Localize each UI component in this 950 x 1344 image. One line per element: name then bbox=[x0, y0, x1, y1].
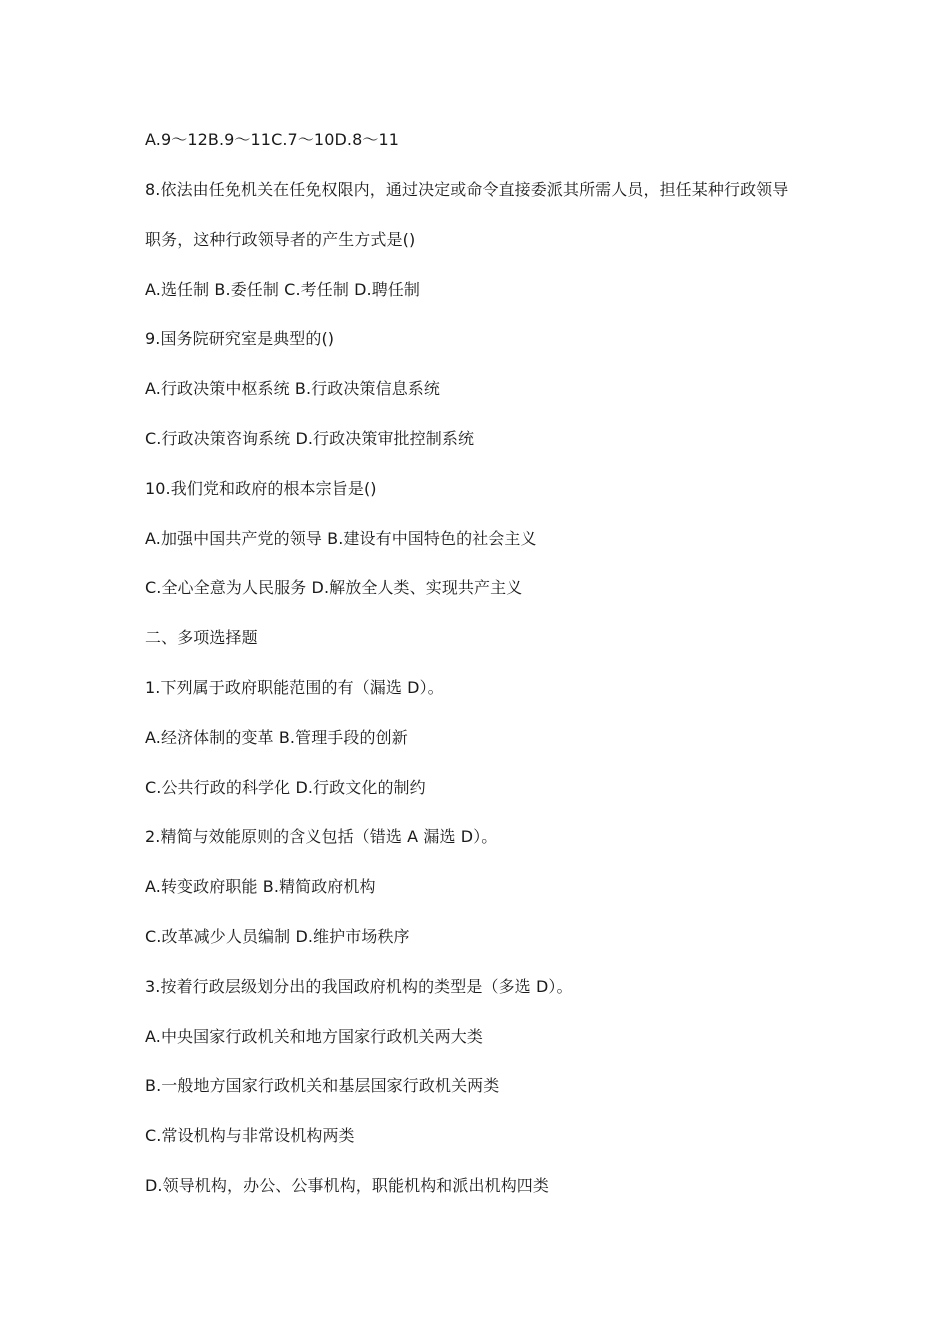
options-q10-ab: A.加强中国共产党的领导 B.建设有中国特色的社会主义 bbox=[145, 529, 537, 548]
section-heading-multiple-choice: 二、多项选择题 bbox=[145, 628, 258, 647]
option-m3-d: D.领导机构，办公、公事机构，职能机构和派出机构四类 bbox=[145, 1176, 550, 1195]
options-m1-cd: C.公共行政的科学化 D.行政文化的制约 bbox=[145, 778, 426, 797]
option-m3-a: A.中央国家行政机关和地方国家行政机关两大类 bbox=[145, 1027, 483, 1046]
options-q10-cd: C.全心全意为人民服务 D.解放全人类、实现共产主义 bbox=[145, 578, 523, 597]
multi-question-3: 3.按着行政层级划分出的我国政府机构的类型是（多选 D）。 bbox=[145, 977, 573, 996]
question-8-line-2: 职务，这种行政领导者的产生方式是() bbox=[145, 230, 416, 249]
question-9: 9.国务院研究室是典型的() bbox=[145, 329, 335, 348]
options-m1-ab: A.经济体制的变革 B.管理手段的创新 bbox=[145, 728, 408, 747]
question-8-line-1: 8.依法由任免机关在任免权限内，通过决定或命令直接委派其所需人员，担任某种行政领导 bbox=[145, 180, 789, 199]
question-10: 10.我们党和政府的根本宗旨是() bbox=[145, 479, 377, 498]
multi-question-2: 2.精简与效能原则的含义包括（错选 A 漏选 D）。 bbox=[145, 827, 498, 846]
option-m3-c: C.常设机构与非常设机构两类 bbox=[145, 1126, 355, 1145]
multi-question-1: 1.下列属于政府职能范围的有（漏选 D）。 bbox=[145, 678, 444, 697]
option-m3-b: B.一般地方国家行政机关和基层国家行政机关两类 bbox=[145, 1076, 500, 1095]
options-m2-ab: A.转变政府职能 B.精简政府机构 bbox=[145, 877, 376, 896]
options-q7: A.9～12B.9～11C.7～10D.8～11 bbox=[145, 130, 400, 149]
options-m2-cd: C.改革减少人员编制 D.维护市场秩序 bbox=[145, 927, 410, 946]
options-q9-ab: A.行政决策中枢系统 B.行政决策信息系统 bbox=[145, 379, 440, 398]
options-q8: A.选任制 B.委任制 C.考任制 D.聘任制 bbox=[145, 280, 421, 299]
options-q9-cd: C.行政决策咨询系统 D.行政决策审批控制系统 bbox=[145, 429, 475, 448]
